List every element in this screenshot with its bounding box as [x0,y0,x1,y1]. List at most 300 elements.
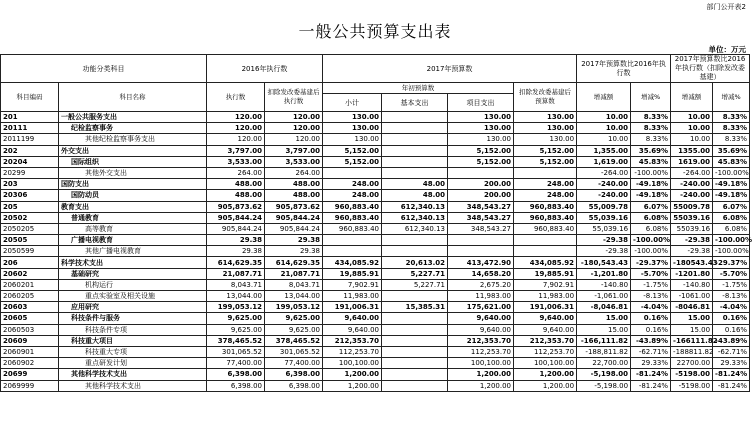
cell-name: 其他科学技术支出 [59,380,207,391]
cell-value: -166,111.82 [577,335,631,346]
cell-value [448,246,514,257]
cell-value: 10.00 [577,123,631,134]
cell-value: -180,543.43 [577,257,631,268]
cell-value: 5,152.00 [448,156,514,167]
table-row [1,112,750,123]
cell-value: 112,253.70 [448,346,514,357]
cell-value: 3,797.00 [207,145,265,156]
cell-name: 重点研发计划 [59,358,207,369]
cell-value: 378,465.52 [265,335,323,346]
cell-value: -240.00 [671,190,713,201]
cell-code: 20111 [1,123,59,134]
cell-value: 8.33% [713,134,750,145]
cell-value [382,358,448,369]
cell-code: 20603 [1,302,59,313]
cell-value: 0.16% [713,313,750,324]
cell-value: 77,400.00 [265,358,323,369]
header-initial: 年初预算数 [323,83,514,94]
cell-value: 434,085.92 [514,257,577,268]
cell-name: 外交支出 [59,145,207,156]
header-inc-amt2: 增减额 [671,83,713,112]
cell-value: 200.00 [448,190,514,201]
header-exec2016: 2016年执行数 [207,55,323,83]
cell-value: 29.38 [207,235,265,246]
cell-value [382,145,448,156]
table-row [1,212,750,223]
cell-value: 29.33% [631,358,671,369]
cell-value [382,380,448,391]
cell-value: 1,200.00 [514,380,577,391]
cell-value [382,123,448,134]
cell-value: 130.00 [323,112,382,123]
cell-value: -1,201.80 [577,268,631,279]
cell-value: 8.33% [713,123,750,134]
cell-code: 20306 [1,190,59,201]
cell-value: 55,009.78 [577,201,631,212]
cell-value: 6.08% [713,223,750,234]
cell-value [382,246,448,257]
cell-value: 9,640.00 [448,313,514,324]
header-exec: 执行数 [207,83,265,112]
cell-value: 248.00 [323,179,382,190]
cell-value: 13,044.00 [265,291,323,302]
cell-value: 6.08% [713,212,750,223]
cell-value: 48.00 [382,179,448,190]
cell-value: 22700.00 [671,358,713,369]
cell-value: 14,658.20 [448,268,514,279]
cell-value: 9,625.00 [265,324,323,335]
cell-value: 10.00 [671,112,713,123]
cell-value: 5,152.00 [514,145,577,156]
header-name: 科目名称 [59,83,207,112]
cell-value: 10.00 [671,134,713,145]
cell-code: 205 [1,201,59,212]
cell-code: 20602 [1,268,59,279]
table-row [1,123,750,134]
cell-value: -240.00 [577,179,631,190]
cell-value: 6.07% [713,201,750,212]
cell-value: 5,152.00 [323,156,382,167]
cell-value: 1,200.00 [448,380,514,391]
cell-value: 1619.00 [671,156,713,167]
budget-table [0,54,750,392]
cell-value [382,369,448,380]
cell-value: 6,398.00 [207,380,265,391]
cell-code: 20699 [1,369,59,380]
cell-value: 9,640.00 [323,324,382,335]
cell-value: 29.33% [713,358,750,369]
cell-value: 212,353.70 [323,335,382,346]
cell-name: 国防支出 [59,179,207,190]
cell-value: -100.00% [631,167,671,178]
cell-value: 100,100.00 [514,358,577,369]
cell-value [382,167,448,178]
header-inc-pct2: 增减% [713,83,750,112]
cell-value: 5,227.71 [382,268,448,279]
header-inc-amt: 增减额 [577,83,631,112]
cell-value: 248.00 [323,190,382,201]
cell-value: -5,198.00 [577,380,631,391]
table-row [1,167,750,178]
cell-value [382,346,448,357]
cell-name: 普通教育 [59,212,207,223]
cell-code: 20609 [1,335,59,346]
header-budget-vs-exec-adj: 2017年预算数比2016年执行数（扣除发改委基建） [671,55,750,83]
cell-value: 10.00 [671,123,713,134]
table-row [1,179,750,190]
cell-value: -1061.00 [671,291,713,302]
cell-value: 0.16% [631,324,671,335]
cell-name: 其他广播电视教育 [59,246,207,257]
cell-value: 175,621.00 [448,302,514,313]
cell-code: 2060901 [1,346,59,357]
cell-value: 301,065.52 [265,346,323,357]
table-row [1,223,750,234]
cell-value: -100.00% [713,235,750,246]
cell-value: 3,533.00 [207,156,265,167]
cell-value: -43.89% [713,335,750,346]
cell-value: -1201.80 [671,268,713,279]
cell-value: 248.00 [514,179,577,190]
cell-value: 614,629.35 [265,257,323,268]
cell-value: 8.33% [631,134,671,145]
cell-value: 612,340.13 [382,223,448,234]
cell-code: 2069999 [1,380,59,391]
cell-value: 6,398.00 [265,369,323,380]
cell-value: -29.38 [577,235,631,246]
cell-value: 9,625.00 [207,313,265,324]
cell-name: 应用研究 [59,302,207,313]
cell-value: -5.70% [713,268,750,279]
cell-value: 960,883.40 [514,212,577,223]
table-row [1,246,750,257]
unit-label: 单位：万元 [708,45,746,54]
cell-value: 7,902.91 [323,279,382,290]
header-budget-adj: 扣除发改委基建后预算数 [514,83,577,112]
cell-value [382,324,448,335]
cell-code: 202 [1,145,59,156]
table-body [1,112,750,392]
cell-value: 348,543.27 [448,223,514,234]
cell-value: -29.37% [713,257,750,268]
cell-value: 11,983.00 [323,291,382,302]
cell-value: 960,883.40 [323,201,382,212]
header-inc-pct: 增减% [631,83,671,112]
cell-value [382,134,448,145]
cell-value: 264.00 [207,167,265,178]
cell-value: 0.16% [713,324,750,335]
cell-value: -5198.00 [671,369,713,380]
cell-value: 55039.16 [671,223,713,234]
table-row [1,134,750,145]
cell-value: 199,053.12 [207,302,265,313]
cell-value: 905,844.24 [207,212,265,223]
cell-value: 130.00 [323,134,382,145]
cell-value: 1,200.00 [514,369,577,380]
cell-value: 9,640.00 [323,313,382,324]
cell-value [514,246,577,257]
cell-value: -81.24% [631,369,671,380]
cell-value: 8,043.71 [265,279,323,290]
cell-value: 191,006.31 [514,302,577,313]
cell-value: 48.00 [382,190,448,201]
cell-value: 612,340.13 [382,212,448,223]
cell-value: -8.13% [713,291,750,302]
cell-name: 科技重大项目 [59,335,207,346]
header-budget-vs-exec: 2017年预算数比2016年执行数 [577,55,671,83]
cell-name: 国际组织 [59,156,207,167]
header-code: 科目编码 [1,83,59,112]
cell-value: 22,700.00 [577,358,631,369]
cell-value: 130.00 [448,123,514,134]
cell-value: 77,400.00 [207,358,265,369]
cell-value: 348,543.27 [448,201,514,212]
cell-value: -81.24% [631,380,671,391]
cell-value: -5198.00 [671,380,713,391]
cell-value: 8.33% [631,123,671,134]
cell-value: 15.00 [577,313,631,324]
cell-value: 1355.00 [671,145,713,156]
cell-value: 120.00 [207,123,265,134]
cell-value: 55,039.16 [577,212,631,223]
cell-code: 206 [1,257,59,268]
cell-value: 20,613.02 [382,257,448,268]
cell-value: -188811.82 [671,346,713,357]
cell-value: 100,100.00 [323,358,382,369]
cell-value [382,291,448,302]
header-budget2017: 2017年预算数 [323,55,577,83]
cell-value: 55,039.16 [577,223,631,234]
header-subtotal: 小计 [323,94,382,112]
cell-value [323,235,382,246]
cell-value: 2,675.20 [448,279,514,290]
cell-value: 13,044.00 [207,291,265,302]
cell-name: 重点实验室及相关设施 [59,291,207,302]
header-category: 功能分类科目 [1,55,207,83]
cell-value: 301,065.52 [207,346,265,357]
cell-value: 905,844.24 [265,212,323,223]
cell-value [448,235,514,246]
cell-value: 1,200.00 [323,380,382,391]
cell-value: 413,472.90 [448,257,514,268]
cell-value: 488.00 [207,179,265,190]
cell-value: 10.00 [577,112,631,123]
cell-value: -166111.82 [671,335,713,346]
cell-value: 9,625.00 [207,324,265,335]
cell-name: 科技条件与服务 [59,313,207,324]
cell-value: -49.18% [631,190,671,201]
cell-value: 130.00 [323,123,382,134]
cell-value: 130.00 [448,134,514,145]
cell-code: 20299 [1,167,59,178]
cell-value: -264.00 [671,167,713,178]
cell-value: -8,046.81 [577,302,631,313]
cell-value: 9,640.00 [448,324,514,335]
cell-value: 212,353.70 [514,335,577,346]
table-row [1,324,750,335]
cell-code: 2060902 [1,358,59,369]
cell-value: 130.00 [448,112,514,123]
table-row [1,302,750,313]
cell-value: 200.00 [448,179,514,190]
cell-value: 6,398.00 [207,369,265,380]
cell-value: 5,152.00 [323,145,382,156]
cell-value: 55039.16 [671,212,713,223]
cell-code: 2060503 [1,324,59,335]
cell-value [382,112,448,123]
table-row [1,369,750,380]
cell-value: 488.00 [265,179,323,190]
table-row [1,335,750,346]
cell-value: 6.07% [631,201,671,212]
cell-value: 614,629.35 [207,257,265,268]
cell-value: -29.38 [671,235,713,246]
cell-value: 15,385.31 [382,302,448,313]
cell-value: 35.69% [713,145,750,156]
cell-value: -81.24% [713,369,750,380]
cell-value: 5,152.00 [514,156,577,167]
cell-value: -180543.43 [671,257,713,268]
table-row [1,257,750,268]
cell-value: 3,533.00 [265,156,323,167]
cell-value: -1,061.00 [577,291,631,302]
cell-value: 21,087.71 [265,268,323,279]
cell-value: 6.08% [631,212,671,223]
cell-value: -49.18% [631,179,671,190]
table-row [1,145,750,156]
cell-value: 8.33% [713,112,750,123]
table-row [1,156,750,167]
cell-value: -100.00% [631,235,671,246]
cell-value: 488.00 [207,190,265,201]
cell-value: 100,100.00 [448,358,514,369]
cell-value: -29.38 [577,246,631,257]
cell-value: -43.89% [631,335,671,346]
header-project: 项目支出 [448,94,514,112]
cell-value: 21,087.71 [207,268,265,279]
cell-value: -188,811.82 [577,346,631,357]
cell-value: 434,085.92 [323,257,382,268]
table-row [1,201,750,212]
cell-value: 130.00 [514,134,577,145]
cell-value: 488.00 [265,190,323,201]
cell-value: 1,619.00 [577,156,631,167]
cell-code: 2060201 [1,279,59,290]
cell-value: 6,398.00 [265,380,323,391]
cell-value: 264.00 [265,167,323,178]
cell-value: 11,983.00 [448,291,514,302]
cell-name: 基础研究 [59,268,207,279]
header-basic: 基本支出 [382,94,448,112]
cell-value: 9,640.00 [514,313,577,324]
cell-value [382,235,448,246]
cell-value: -62.71% [631,346,671,357]
table-row [1,346,750,357]
cell-value: 6.08% [631,223,671,234]
cell-value: -29.37% [631,257,671,268]
cell-value: -81.24% [713,380,750,391]
cell-value [514,167,577,178]
cell-value: 960,883.40 [514,223,577,234]
cell-value: 905,873.62 [265,201,323,212]
cell-code: 2050599 [1,246,59,257]
cell-value: -49.18% [713,190,750,201]
cell-value: 1,200.00 [323,369,382,380]
table-row [1,291,750,302]
cell-value [323,246,382,257]
cell-name: 其他外交支出 [59,167,207,178]
cell-value: 29.38 [207,246,265,257]
cell-value: 19,885.91 [514,268,577,279]
cell-value: 1,200.00 [448,369,514,380]
cell-value: -1.75% [631,279,671,290]
cell-name: 教育支出 [59,201,207,212]
cell-value: 35.69% [631,145,671,156]
cell-value: 960,883.40 [323,212,382,223]
cell-code: 203 [1,179,59,190]
cell-value: 130.00 [514,112,577,123]
cell-name: 科技条件专项 [59,324,207,335]
cell-value: 15.00 [671,324,713,335]
cell-value: -140.80 [671,279,713,290]
cell-value: 112,253.70 [514,346,577,357]
cell-name: 科技重大专项 [59,346,207,357]
cell-value: -29.38 [671,246,713,257]
cell-value: 120.00 [207,134,265,145]
cell-value: 10.00 [577,134,631,145]
cell-value: 191,006.31 [323,302,382,313]
table-row [1,380,750,391]
cell-value: 3,797.00 [265,145,323,156]
cell-value: 130.00 [514,123,577,134]
cell-value: 960,883.40 [514,201,577,212]
cell-value [382,156,448,167]
cell-value: -100.00% [713,246,750,257]
cell-code: 2060205 [1,291,59,302]
cell-value: 11,983.00 [514,291,577,302]
table-row [1,235,750,246]
cell-value: 905,873.62 [207,201,265,212]
cell-value: 1,355.00 [577,145,631,156]
cell-value: -1.75% [713,279,750,290]
cell-value: -264.00 [577,167,631,178]
cell-value: -62.71% [713,346,750,357]
cell-value: 212,353.70 [448,335,514,346]
cell-value: 120.00 [265,112,323,123]
cell-value: 348,543.27 [448,212,514,223]
cell-name: 高等教育 [59,223,207,234]
cell-value: 112,253.70 [323,346,382,357]
cell-value: 120.00 [265,134,323,145]
table-row [1,358,750,369]
cell-value: 29.38 [265,235,323,246]
header-exec-adj: 扣除发改委基建后执行数 [265,83,323,112]
cell-value: 15.00 [671,313,713,324]
cell-code: 20605 [1,313,59,324]
cell-value: -100.00% [713,167,750,178]
cell-value: -240.00 [577,190,631,201]
cell-name: 科学技术支出 [59,257,207,268]
cell-value: 199,053.12 [265,302,323,313]
cell-value [382,313,448,324]
cell-value [448,167,514,178]
cell-value: -8.13% [631,291,671,302]
cell-code: 20204 [1,156,59,167]
cell-value: -140.80 [577,279,631,290]
cell-value: 0.16% [631,313,671,324]
cell-value: -100.00% [631,246,671,257]
cell-name: 广播电视教育 [59,235,207,246]
